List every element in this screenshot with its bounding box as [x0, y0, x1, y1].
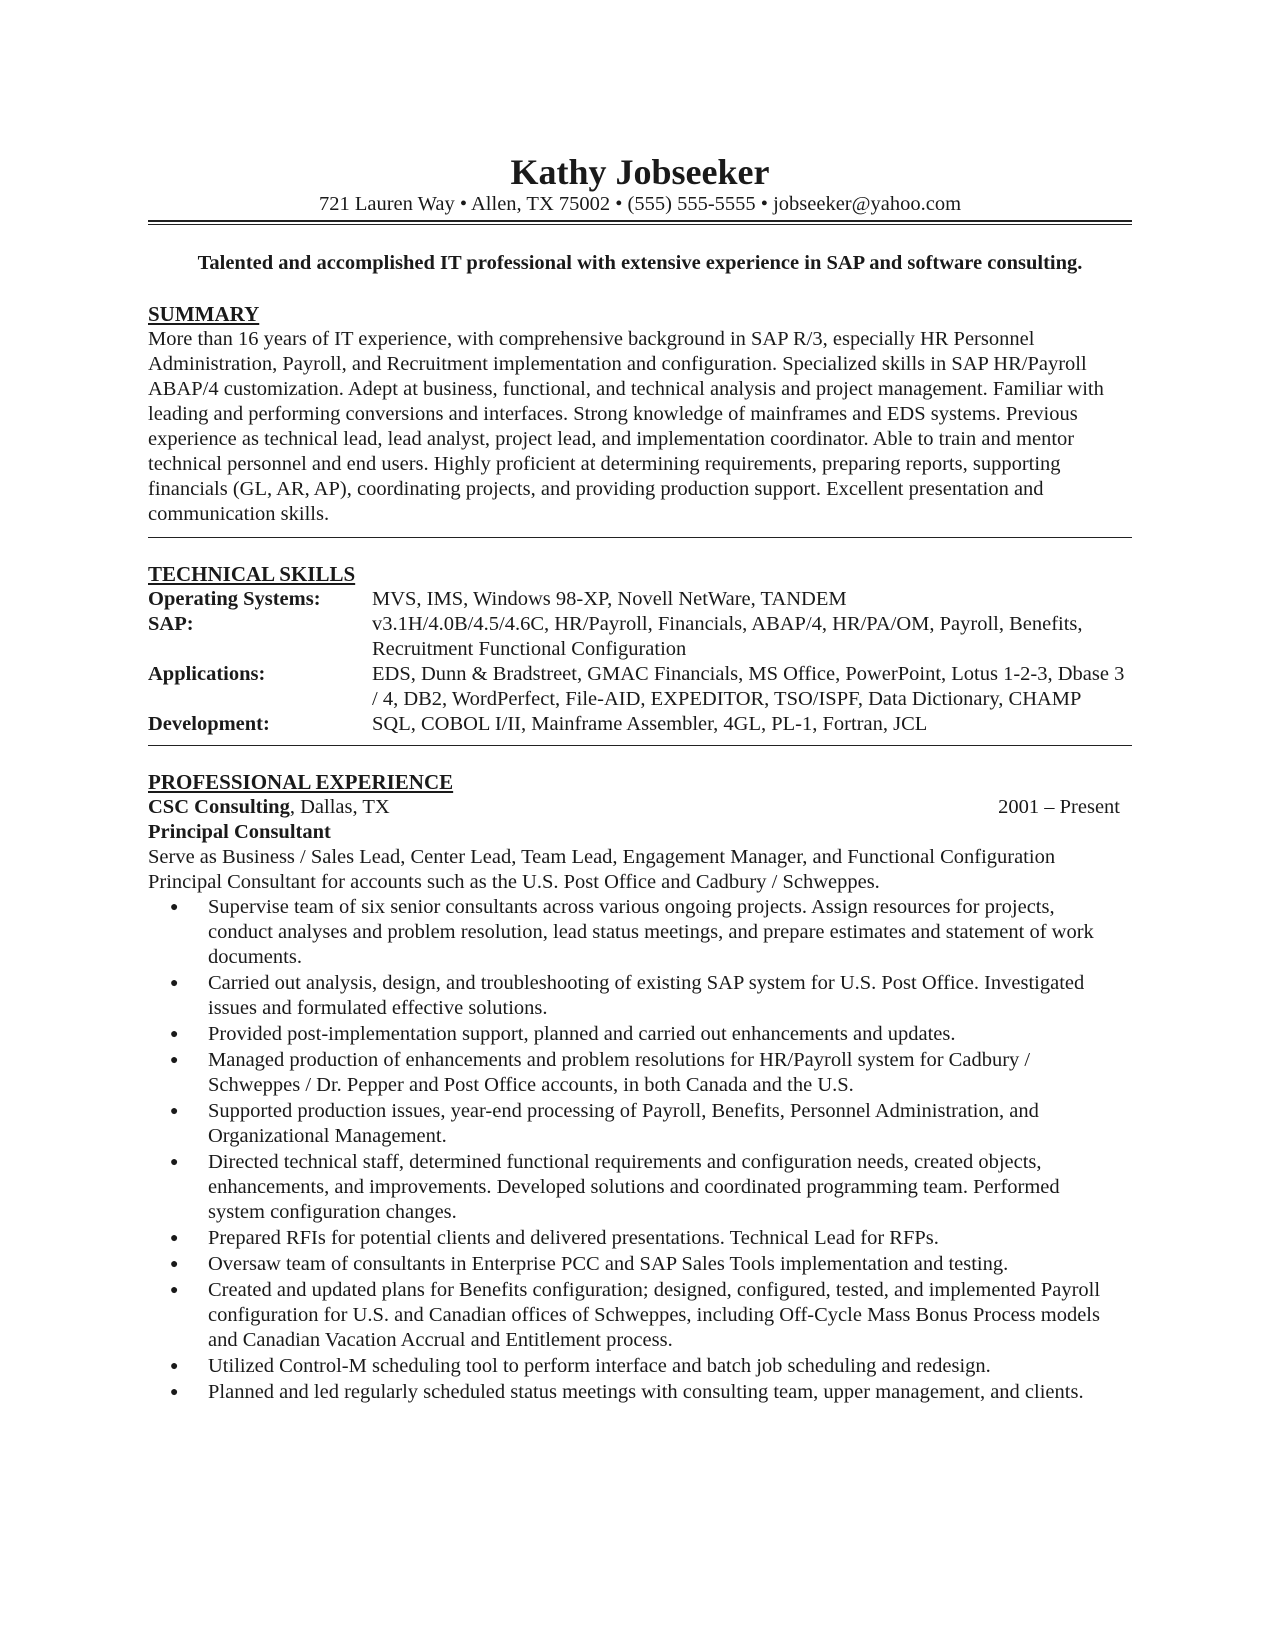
bullet-icon: ●: [170, 1231, 179, 1246]
job-header: [148, 795, 1132, 820]
bullet-icon: ●: [170, 1053, 179, 1068]
bullet-icon: ●: [170, 1359, 179, 1374]
skills-table: [148, 587, 1132, 737]
skill-label: Operating Systems:: [148, 588, 321, 610]
summary-text: More than 16 years of IT experience, with comprehensive background in SAP R/3, especially HR Personnel Administration, Payroll, and Recruitment implementation and configuration. Specialized skills in SAP HR/Payroll ABAP/4 customization. Adept at business, functional, and technical analysis and project management. Familiar with leading and performing conversions and interfaces. Strong knowledge of mainframes and EDS systems. Previous experience as technical lead, lead analyst, project lead, and implementation coordinator. Able to train and mentor technical personnel and end users. Highly proficient at determining requirements, preparing reports, supporting financials (GL, AR, AP), coordinating projects, and providing production support. Excellent presentation and communication skills.: [148, 328, 1104, 525]
skill-value: EDS, Dunn & Bradstreet, GMAC Financials, MS Office, PowerPoint, Lotus 1-2-3, Dbase 3 / 4, DB2, WordPerfect, File-AID, EXPEDITOR, TSO/ISPF, Data Dictionary, CHAMP: [372, 663, 1125, 710]
list-item: [148, 895, 1132, 970]
list-item: [148, 1226, 1132, 1251]
achievement-list: [148, 895, 1132, 1405]
list-item: [148, 1380, 1132, 1405]
job-description: Serve as Business / Sales Lead, Center Lead, Team Lead, Engagement Manager, and Functional Configuration Principal Consultant for accounts such as the U.S. Post Office and Cadbury / Schweppes.: [148, 846, 1056, 893]
skills-section: [148, 562, 1132, 737]
list-item-text: Directed technical staff, determined functional requirements and configuration needs, created objects, enhancements, and improvements. Developed solutions and coordinated programming team. Performed system configuration changes.: [208, 1151, 1060, 1223]
summary-divider: [148, 537, 1132, 538]
list-item-text: Managed production of enhancements and problem resolutions for HR/Payroll system for Cadbury / Schweppes / Dr. Pepper and Post Office accounts, in both Canada and the U.S.: [208, 1049, 1031, 1096]
skill-value: MVS, IMS, Windows 98-XP, Novell NetWare, TANDEM: [372, 588, 847, 610]
list-item: [148, 1278, 1132, 1353]
list-item: [148, 1252, 1132, 1277]
bullet-icon: ●: [170, 1104, 179, 1119]
list-item-text: Utilized Control-M scheduling tool to perform interface and batch job scheduling and redesign.: [208, 1355, 991, 1377]
list-item: [148, 971, 1132, 1021]
bullet-icon: ●: [170, 1283, 179, 1298]
list-item-text: Supervise team of six senior consultants across various ongoing projects. Assign resources for projects, conduct analyses and problem resolution, lead status meetings, and prepare estimates and statement of work documents.: [208, 896, 1094, 968]
header-divider: [148, 220, 1132, 225]
list-item-text: Oversaw team of consultants in Enterprise PCC and SAP Sales Tools implementation and testing.: [208, 1253, 1009, 1275]
list-item-text: Supported production issues, year-end processing of Payroll, Benefits, Personnel Administration, and Organizational Management.: [208, 1100, 1039, 1147]
candidate-name: Kathy Jobseeker: [510, 152, 770, 192]
summary-heading: SUMMARY: [148, 302, 260, 326]
resume-page: [148, 152, 1132, 1406]
bullet-icon: ●: [170, 900, 179, 915]
contact-line: 721 Lauren Way • Allen, TX 75002 • (555) 555-5555 • jobseeker@yahoo.com: [318, 193, 962, 215]
summary-section: [148, 302, 1132, 527]
skill-label: Applications:: [148, 663, 266, 685]
list-item-text: Planned and led regularly scheduled status meetings with consulting team, upper management, and clients.: [208, 1381, 1084, 1403]
skill-label: Development:: [148, 713, 270, 735]
job-employer: [148, 795, 390, 820]
list-item: [148, 1354, 1132, 1379]
bullet-icon: ●: [170, 1155, 179, 1170]
list-item-text: Created and updated plans for Benefits configuration; designed, configured, tested, and implemented Payroll configuration for U.S. and Canadian offices of Schweppes, including Off-Cycle Mass Bonus Process models and Canadian Vacation Accrual and Entitlement process.: [208, 1279, 1101, 1351]
skills-heading: TECHNICAL SKILLS: [148, 562, 356, 586]
list-item-text: Prepared RFIs for potential clients and delivered presentations. Technical Lead for RFPs.: [208, 1227, 939, 1249]
company-name: CSC Consulting: [148, 796, 290, 818]
experience-section: [148, 770, 1132, 1405]
list-item: [148, 1022, 1132, 1047]
company-location: , Dallas, TX: [289, 796, 390, 818]
job-dates: 2001 – Present: [998, 796, 1120, 818]
bullet-icon: ●: [170, 976, 179, 991]
experience-heading: PROFESSIONAL EXPERIENCE: [148, 770, 454, 794]
list-item: [148, 1048, 1132, 1098]
list-item-text: Carried out analysis, design, and troubleshooting of existing SAP system for U.S. Post Office. Investigated issues and formulated effective solutions.: [208, 972, 1085, 1019]
bullet-icon: ●: [170, 1257, 179, 1272]
skill-value: SQL, COBOL I/II, Mainframe Assembler, 4GL, PL-1, Fortran, JCL: [372, 713, 928, 735]
list-item-text: Provided post-implementation support, planned and carried out enhancements and updates.: [208, 1023, 956, 1045]
bullet-icon: ●: [170, 1027, 179, 1042]
list-item: [148, 1099, 1132, 1149]
skill-value: v3.1H/4.0B/4.5/4.6C, HR/Payroll, Financials, ABAP/4, HR/PA/OM, Payroll, Benefits, Recruitment Functional Configuration: [372, 613, 1083, 660]
skills-divider: [148, 745, 1132, 746]
skill-label: SAP:: [148, 613, 194, 635]
job-title: Principal Consultant: [148, 821, 331, 843]
tagline: Talented and accomplished IT professional with extensive experience in SAP and software consulting.: [197, 252, 1083, 274]
bullet-icon: ●: [170, 1385, 179, 1400]
list-item: [148, 1150, 1132, 1225]
